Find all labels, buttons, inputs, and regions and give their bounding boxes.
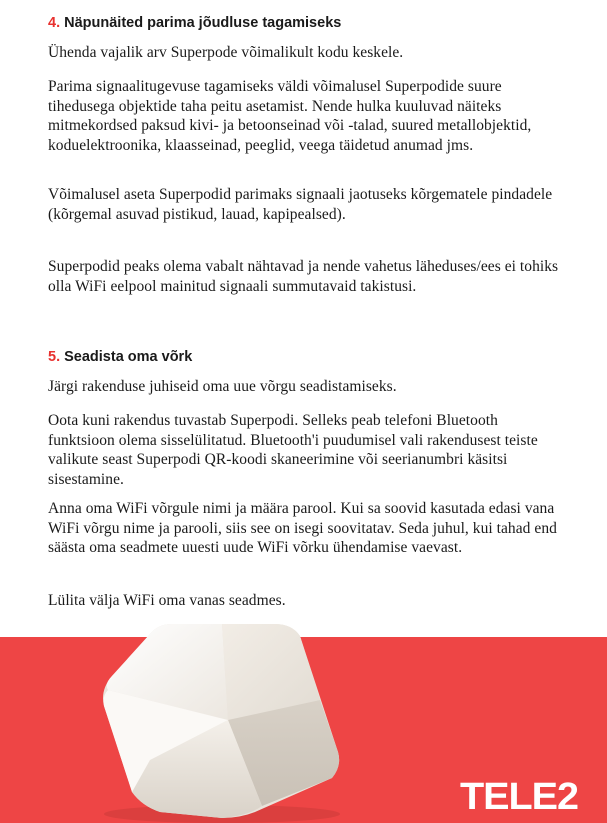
tele2-logo-text: TELE2 [460,778,578,814]
paragraph: Oota kuni rakendus tuvastab Superpodi. Selleks peab telefoni Bluetooth funktsioon olema sisselülitatud. Bluetooth'i puudumisel vali rakendusest teiste valikute seast Superpodi QR-koodi skaneerimine või seerianumbri käsitsi sisestamine. [48,412,538,488]
section-number: 5. [48,349,61,365]
paragraph: Superpodid peaks olema vabalt nähtavad ja nende vahetus läheduses/ees ei tohiks olla WiFi eelpool mainitud signaali summutavaid takistusi. [48,258,559,295]
tele2-logo [460,778,580,814]
paragraph: Parima signaalitugevuse tagamiseks väldi võimalusel Superpodide suure tihedusega objektide taha peitu asetamist. Nende hulka kuuluvad näiteks mitmekordsed paksud kivi- ja betoonseinad või -talad, suured metallobjektid, koduelektroonika, klaasseinad, peeglid, veega täidetud anumad jms. [48,78,532,154]
section-title: Näpunäited parima jõudluse tagamiseks [64,15,342,31]
paragraph: Järgi rakenduse juhiseid oma uue võrgu seadistamiseks. [48,378,397,395]
paragraph: Ühenda vajalik arv Superpode võimalikult kodu keskele. [48,44,404,61]
section-number: 4. [48,15,61,31]
section-title: Seadista oma võrk [64,349,193,365]
paragraph: Võimalusel aseta Superpodid parimaks signaali jaotuseks kõrgematele pindadele (kõrgemal asuvad pistikud, lauad, kapipealsed). [48,186,553,223]
paragraph: Anna oma WiFi võrgule nimi ja määra parool. Kui sa soovid kasutada edasi vana WiFi võrgu nime ja parooli, siis see on isegi soovitatav. Seda juhul, kui tahad end säästa oma seadmete uuesti uude WiFi võrku ühendamise vaevast. [48,500,557,557]
paragraph: Lülita välja WiFi oma vanas seadmes. [48,592,286,609]
